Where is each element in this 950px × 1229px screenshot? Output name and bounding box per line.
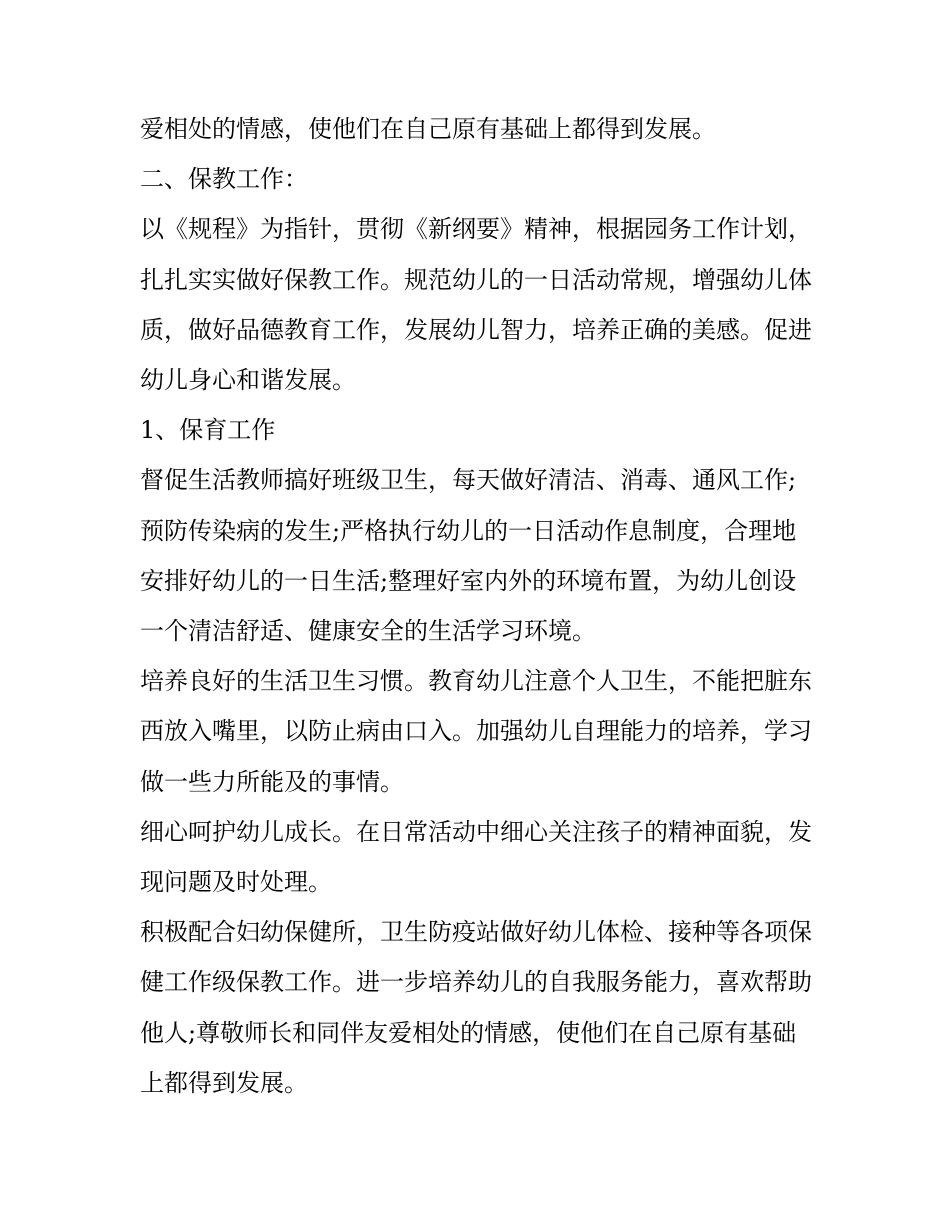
document-body [140, 104, 820, 1108]
paragraph-health-cooperation: 积极配合妇幼保健所，卫生防疫站做好幼儿体检、接种等各项保健工作级保教工作。进一步培养幼儿的自我服务能力，喜欢帮助他人;尊敬师长和同伴友爱相处的情感，使他们在自己原有基础上都得到发展。 [140, 918, 812, 1097]
paragraph-hygiene-habits: 培养良好的生活卫生习惯。教育幼儿注意个人卫生，不能把脏东西放入嘴里，以防止病由口入。加强幼儿自理能力的培养，学习做一些力所能及的事情。 [140, 667, 812, 796]
paragraph-hygiene-supervision: 督促生活教师搞好班级卫生，每天做好清洁、消毒、通风工作;预防传染病的发生;严格执行幼儿的一日活动作息制度，合理地安排好幼儿的一日生活;整理好室内外的环境布置，为幼儿创设一个清洁舒适、健康安全的生活学习环境。 [140, 466, 797, 646]
paragraph-guidelines: 以《规程》为指针，贯彻《新纲要》精神，根据园务工作计划，扎扎实实做好保教工作。规范幼儿的一日活动常规，增强幼儿体质，做好品德教育工作，发展幼儿智力，培养正确的美感。促进幼儿身心和谐发展。 [140, 215, 812, 395]
paragraph-continuation: 爱相处的情感，使他们在自己原有基础上都得到发展。 [140, 115, 716, 143]
subsection-heading-nursing: 1、保育工作 [140, 416, 276, 445]
section-heading-care-education: 二、保教工作： [140, 165, 308, 194]
paragraph-careful-care: 细心呵护幼儿成长。在日常活动中细心关注孩子的精神面貌，发现问题及时处理。 [140, 817, 812, 897]
